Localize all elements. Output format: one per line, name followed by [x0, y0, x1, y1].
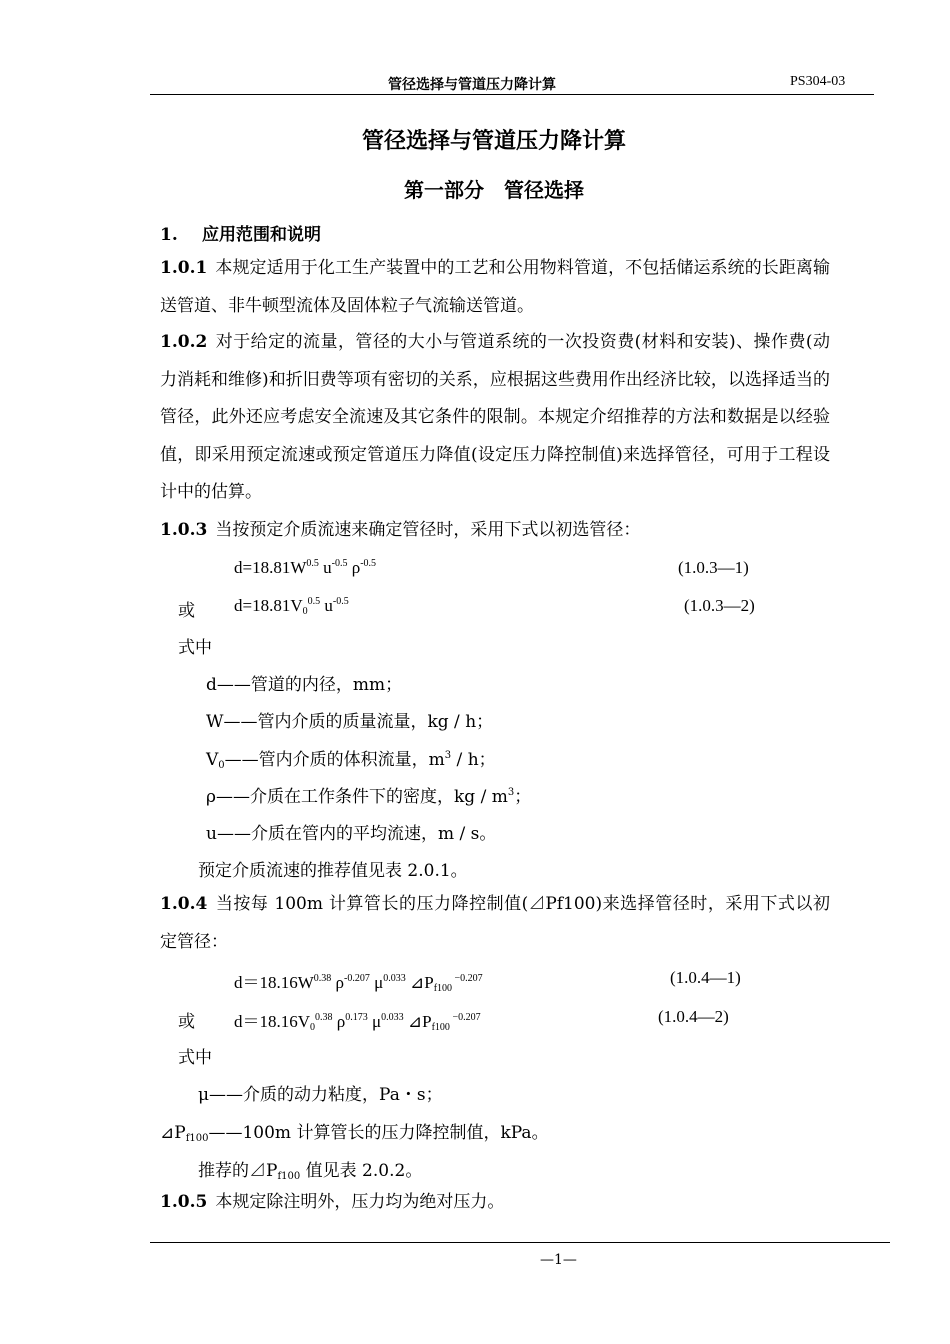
- definition-v0: $V_0——$管内介质的体积流量，$m^3$ / h；: [206, 750, 496, 771]
- page-number: —1—: [540, 1252, 577, 1268]
- part-title: 第一部分 管径选择: [404, 178, 584, 202]
- formula-ref: (1.0.4—2): [658, 1007, 729, 1026]
- note-pressure-table: 推荐的$⊿P_{f100}$ 值见表 2.0.2。: [198, 1161, 423, 1182]
- formula-1-0-3-1: $d=18.81W^{0.5}$ $u^{-0.5}$ $\rho^{-0.5}$: [234, 558, 377, 577]
- definition-mu: μ——介质的动力粘度，Pa・s；: [198, 1085, 443, 1105]
- document-title: 管径选择与管道压力降计算: [361, 128, 626, 154]
- where-label: 式中: [178, 638, 212, 658]
- section-number: 1.: [160, 225, 178, 245]
- clause-text: 本规定适用于化工生产装置中的工艺和公用物料管道，不包括储运系统的长距离输送管道、非牛顿型流体及固体粒子气流输送管道。: [160, 258, 830, 316]
- clause-text: 本规定除注明外，压力均为绝对压力。: [215, 1192, 505, 1212]
- footer-rule: [150, 1242, 890, 1243]
- clause-text: 对于给定的流量，管径的大小与管道系统的一次投资费(材料和安装)、操作费(动力消耗和维修)和折旧费等项有密切的关系，应根据这些费用作出经济比较，以选择适当的管径，此外还应考虑安全流速及其它条件的限制。本规定介绍推荐的方法和数据是以经验值，即采用预定流速或预定管道压力降值(设定压力降控制值)来选择管径，可用于工程设计中的估算。: [160, 332, 830, 502]
- clause-1-0-2: [160, 324, 830, 512]
- clause-1-0-5: [160, 1184, 830, 1222]
- clause-number: 1.0.4: [160, 894, 208, 914]
- definition-d: d——管道的内径，mm；: [206, 675, 403, 695]
- header-title: 管径选择与管道压力降计算: [388, 77, 556, 93]
- definition-dp: $⊿P_{f100}——100m$ 计算管长的压力降控制值，kPa。: [160, 1123, 549, 1144]
- formula-1-0-3-2: $d=18.81V_0^{0.5}$ $u^{-0.5}$: [234, 596, 349, 617]
- section-title: 应用范围和说明: [202, 225, 321, 245]
- document-code: PS304-03: [790, 74, 846, 89]
- clause-1-0-3: [160, 512, 830, 550]
- definition-u: u——介质在管内的平均流速，m / s。: [206, 824, 497, 844]
- clause-number: 1.0.2: [160, 332, 208, 352]
- formula-ref: (1.0.3—1): [678, 558, 749, 577]
- definition-w: W——管内介质的质量流量，kg / h；: [206, 712, 494, 732]
- or-label: 或: [178, 601, 195, 621]
- clause-number: 1.0.1: [160, 258, 208, 278]
- note-velocity-table: 预定介质流速的推荐值见表 2.0.1。: [198, 861, 468, 881]
- clause-number: 1.0.5: [160, 1192, 208, 1212]
- clause-text: 当按预定介质流速来确定管径时，采用下式以初选管径：: [215, 520, 641, 540]
- header-rule: [150, 94, 874, 95]
- clause-text: 当按每 100m 计算管长的压力降控制值(⊿Pf100)来选择管径时，采用下式以初定管径：: [160, 894, 830, 952]
- formula-1-0-4-2: $d=18.16V_0^{0.38}$ $\rho^{0.173}$ $\mu^{0.033}$ $⊿P_{f100}$ $^{-0.207}$: [234, 1012, 481, 1033]
- clause-1-0-4: [160, 886, 830, 961]
- formula-1-0-4-1: $d=18.16W^{0.38}$ $\rho^{-0.207}$ $\mu^{0.033}$ $⊿P_{f100}$ $^{-0.207}$: [234, 973, 483, 994]
- where-label: 式中: [178, 1048, 212, 1068]
- or-label: 或: [178, 1012, 195, 1032]
- formula-ref: (1.0.3—2): [684, 596, 755, 615]
- clause-number: 1.0.3: [160, 520, 208, 540]
- section-heading: [160, 220, 321, 245]
- definition-rho: ρ——介质在工作条件下的密度，kg / $m^3$；: [206, 787, 532, 807]
- clause-1-0-1: [160, 250, 830, 325]
- formula-ref: (1.0.4—1): [670, 968, 741, 987]
